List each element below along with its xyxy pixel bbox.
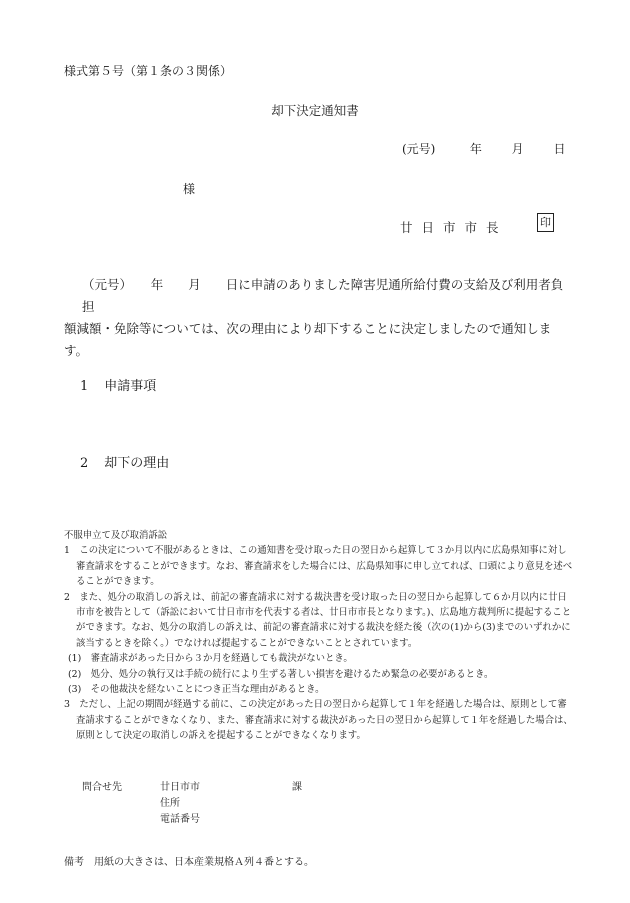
section-number: 1	[80, 379, 89, 394]
notes-heading: 不服申立て及び取消訴訟	[64, 530, 168, 541]
form-number: 様式第５号（第１条の３関係）	[64, 64, 233, 78]
note-subitem-3: (3) その他裁決を経ないことにつき正当な理由があるとき。	[68, 684, 325, 696]
section-number: 2	[80, 456, 89, 471]
document-title: 却下決定通知書	[271, 103, 359, 118]
note-item-2: 2 また、処分の取消しの訴えは、前記の審査請求に対する裁決書を受け取った日の翌日から起算して６か月以内に廿日市市を被告として（訴訟において廿日市市を代表する者は、廿日市市長となります。)、広島地方裁判所に提起することができます。なお、処分の取消しの訴えは、前記の審査請求に対する裁決を経た後（次の(1)から(3)までのいずれかに該当するときを除く。）でなければ提起することができないこととされています。	[64, 591, 572, 649]
date-era: (元号)	[402, 142, 436, 156]
addressee-suffix: 様	[183, 182, 196, 196]
section-label: 申請事項	[104, 379, 157, 394]
contact-city: 廿日市市	[160, 782, 200, 793]
body-line-1: （元号） 年 月 日に申請のありました障害児通所給付費の支給及び利用者負担	[82, 277, 564, 314]
section-rejection-reason	[80, 452, 169, 471]
body-line-2: 額減額・免除等については、次の理由により却下することに決定しましたので通知します。	[64, 321, 552, 358]
contact-address-label: 住所	[160, 798, 180, 809]
contact-label: 問合せ先	[82, 782, 122, 793]
date-line	[402, 140, 566, 157]
note-subitem-2: (2) 処分、処分の執行又は手続の続行により生ずる著しい損害を避けるため緊急の必要があるとき。	[68, 668, 494, 680]
contact-tel-label: 電話番号	[160, 814, 200, 825]
section-label: 却下の理由	[104, 456, 170, 471]
date-year: 年	[469, 142, 482, 156]
remark: 備考 用紙の大きさは、日本産業規格Ａ列４番とする。	[64, 857, 314, 868]
note-item-3: 3 ただし、上記の期間が経過する前に、この決定があった日の翌日から起算して１年を経過した場合は、原則として審査請求することができなくなり、また、審査請求に対する裁決があった日の翌日から起算して１年を経過した場合は、原則として決定の取消しの訴えを提起することができなくなります。	[64, 699, 573, 742]
notice-body	[64, 274, 574, 362]
note-subitem-1: (1) 審査請求があった日から３か月を経過しても裁決がないとき。	[68, 653, 353, 665]
section-application-item	[80, 375, 156, 394]
issuer-name: 廿日市市長	[400, 220, 508, 235]
appeal-notes	[64, 528, 574, 744]
contact-dept-suffix: 課	[292, 782, 302, 793]
date-day: 日	[553, 142, 566, 156]
date-month: 月	[511, 142, 524, 156]
seal-box: 印	[537, 213, 554, 232]
note-item-1: 1 この決定について不服があるときは、この通知書を受け取った日の翌日から起算して３か月以内に広島県知事に対し審査請求をすることができます。なお、審査請求をした場合には、広島県知事に申し立てれば、口頭により意見を述べることができます。	[64, 545, 573, 588]
